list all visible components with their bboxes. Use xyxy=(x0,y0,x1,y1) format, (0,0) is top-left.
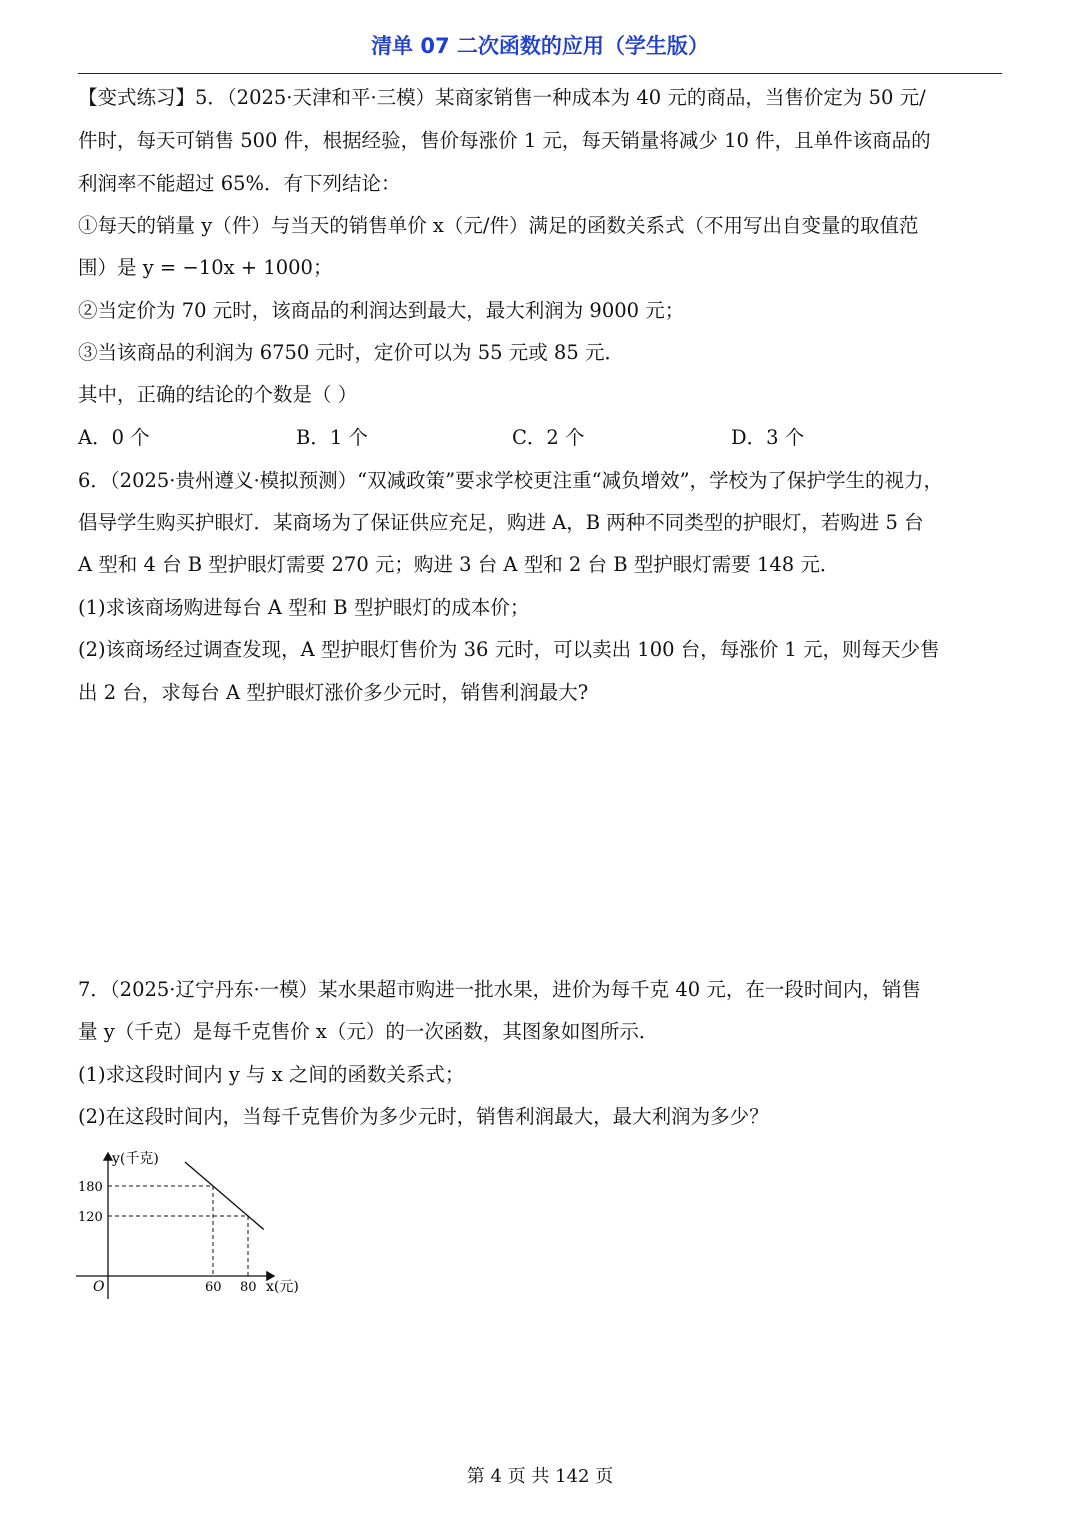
q6-line: A 型和 4 台 B 型护眼灯需要 270 元；购进 3 台 A 型和 2 台 B 型护眼灯需要 148 元． xyxy=(78,553,840,576)
q7-line: (2)在这段时间内，当每千克售价为多少元时，销售利润最大，最大利润为多少？ xyxy=(78,1105,769,1128)
option-c: C．2 个 xyxy=(512,426,585,449)
q5-line: 【变式练习】5．（2025·天津和平·三模）某商家销售一种成本为 40 元的商品，当售价定为 50 元/ xyxy=(78,86,926,109)
q7-line: 7．（2025·辽宁丹东·一模）某水果超市购进一批水果，进价为每千克 40 元，在一段时间内，销售 xyxy=(78,978,921,1001)
q7-line: (1)求这段时间内 y 与 x 之间的函数关系式； xyxy=(78,1063,465,1086)
x-axis-label: x(元) xyxy=(266,1279,299,1295)
y-tick-label: 120 xyxy=(78,1210,103,1225)
option-d: D．3 个 xyxy=(731,426,805,449)
q6-line: 倡导学生购买护眼灯．某商场为了保证供应充足，购进 A，B 两种不同类型的护眼灯，若购进 5 台 xyxy=(78,511,924,534)
q5-line: 围）是 y = −10x + 1000； xyxy=(78,256,333,279)
option-a: A．0 个 xyxy=(78,426,150,449)
x-tick-label: 60 xyxy=(205,1280,222,1295)
q5-line: 利润率不能超过 65%．有下列结论： xyxy=(78,172,401,195)
q5-line: ③当该商品的利润为 6750 元时，定价可以为 55 元或 85 元． xyxy=(78,341,624,364)
q6-line: 出 2 台，求每台 A 型护眼灯涨价多少元时，销售利润最大? xyxy=(78,681,589,704)
x-tick-label: 80 xyxy=(240,1280,257,1295)
q5-line: 其中，正确的结论的个数是（ ） xyxy=(78,383,358,406)
y-tick-label: 180 xyxy=(78,1180,103,1195)
q5-line: ②当定价为 70 元时，该商品的利润达到最大，最大利润为 9000 元； xyxy=(78,299,685,322)
q5-line: ①每天的销量 y（件）与当天的销售单价 x（元/件）满足的函数关系式（不用写出自变量的取值范 xyxy=(78,214,919,237)
header-divider xyxy=(78,73,1002,74)
option-b: B．1 个 xyxy=(296,426,368,449)
q7-graph xyxy=(70,1145,330,1305)
page-footer: 第 4 页 共 142 页 xyxy=(466,1466,614,1487)
origin-label: O xyxy=(93,1279,105,1295)
q6-line: (1)求该商场购进每台 A 型和 B 型护眼灯的成本价； xyxy=(78,596,530,619)
q6-line: (2)该商场经过调查发现，A 型护眼灯售价为 36 元时，可以卖出 100 台，每涨价 1 元，则每天少售 xyxy=(78,638,940,661)
q6-line: 6．（2025·贵州遵义·模拟预测）“双减政策”要求学校更注重“减负增效”，学校为了保护学生的视力， xyxy=(78,469,944,492)
page-header-title: 清单 07 二次函数的应用（学生版） xyxy=(371,34,709,58)
q7-line: 量 y（千克）是每千克售价 x（元）的一次函数，其图象如图所示． xyxy=(78,1020,659,1043)
q5-line: 件时，每天可销售 500 件，根据经验，售价每涨价 1 元，每天销量将减少 10 件，且单件该商品的 xyxy=(78,129,931,152)
y-axis-label: y(千克) xyxy=(112,1151,159,1167)
function-line xyxy=(185,1162,264,1230)
